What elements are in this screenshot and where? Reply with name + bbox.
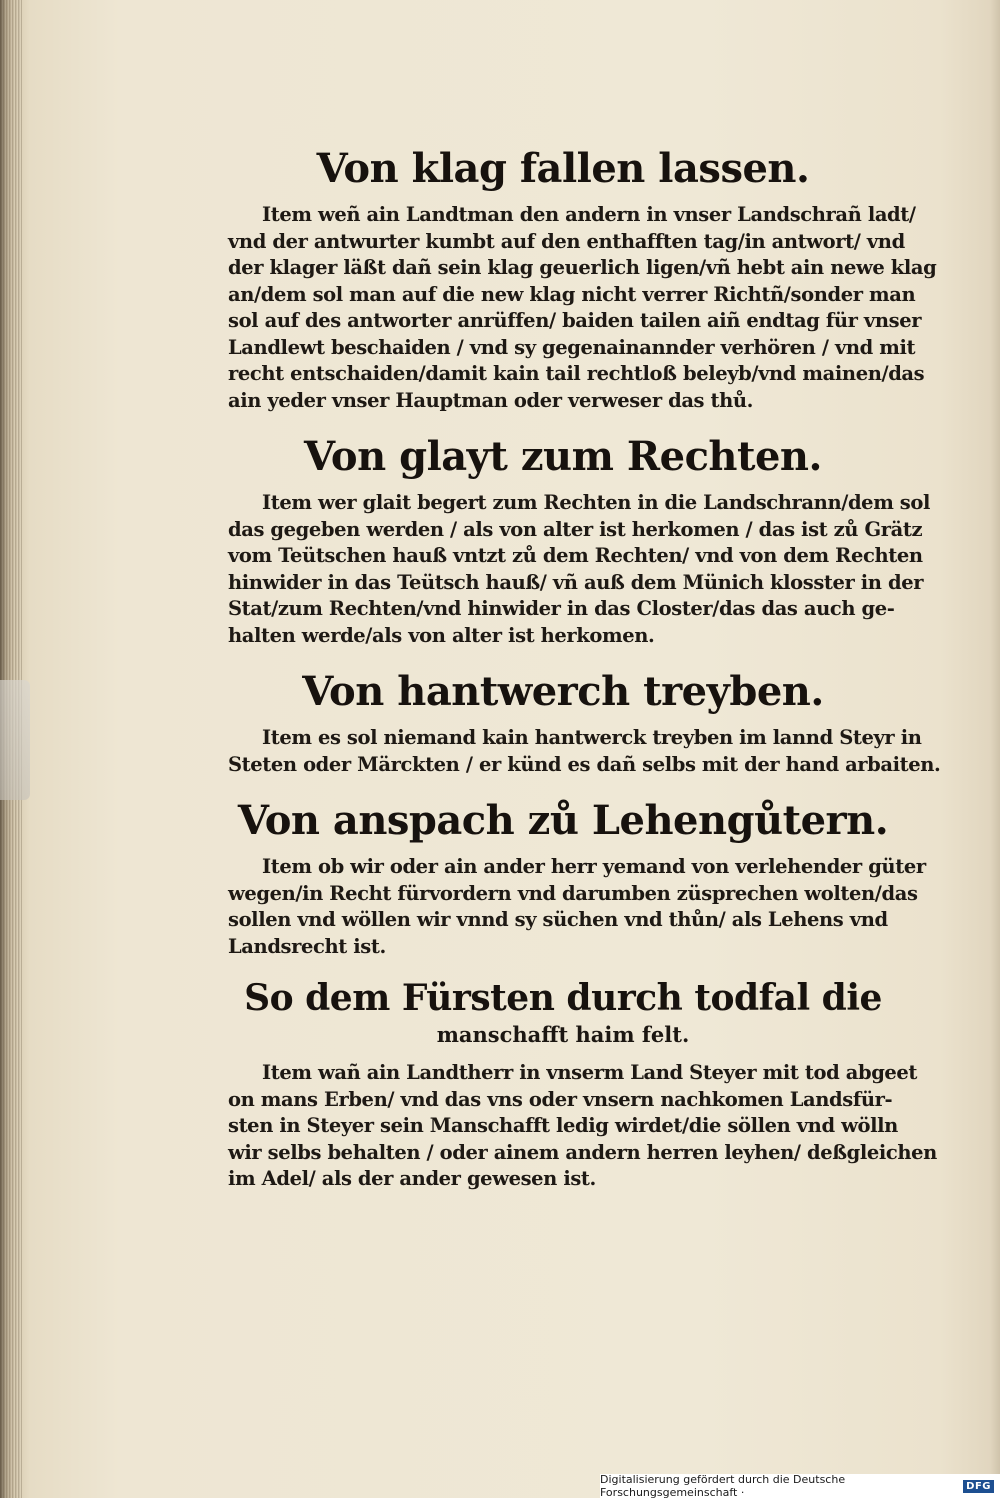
- dfg-logo: DFG: [963, 1480, 994, 1493]
- text-line: vnd der antwurter kumbt auf den enthafften tag/in antwort/ vnd: [228, 229, 905, 253]
- section-heading: Von klag fallen lassen.: [316, 145, 810, 192]
- text-line: im Adel/ als der ander gewesen ist.: [228, 1167, 596, 1190]
- section-heading: Von anspach zů Lehengůtern.: [237, 797, 889, 844]
- text-line: Stat/zum Rechten/vnd hinwider in das Closter/das das auch ge-: [228, 597, 895, 620]
- text-line: Item weñ ain Landtman den andern in vnser Landschrañ ladt/: [262, 203, 916, 226]
- credit-text: Digitalisierung gefördert durch die Deutsche Forschungsgemeinschaft ·: [600, 1473, 846, 1498]
- section-paragraph: [228, 1060, 937, 1193]
- text-line: sten in Steyer sein Manschafft ledig wirdet/die söllen vnd wölln: [228, 1114, 898, 1137]
- text-line: hinwider in das Teütsch hauß/ vñ auß dem Münich klosster in der: [228, 570, 924, 594]
- section-paragraph: [228, 490, 931, 649]
- section-paragraph: [228, 725, 941, 778]
- text-line: an/dem sol man auf die new klag nicht verrer Richtñ/sonder man: [228, 282, 916, 306]
- section-heading: Von glayt zum Rechten.: [304, 433, 822, 480]
- text-line: der klager läßt dañ sein klag geuerlich ligen/vñ hebt ain newe klag: [228, 256, 937, 279]
- text-line: on mans Erben/ vnd das vns oder vnsern nachkomen Landsfür-: [228, 1087, 893, 1111]
- text-line: Item wañ ain Landtherr in vnserm Land Steyer mit tod abgeet: [262, 1061, 918, 1084]
- text-line: Item es sol niemand kain hantwerck treyben im lannd Steyr in: [262, 726, 922, 749]
- text-line: vom Teütschen hauß vntzt zů dem Rechten/ vnd von dem Rechten: [228, 544, 923, 567]
- text-line: Item ob wir oder ain ander herr yemand von verlehender güter: [262, 855, 926, 878]
- text-line: das gegeben werden / als von alter ist herkomen / das ist zů Grätz: [228, 517, 923, 541]
- text-line: sollen vnd wöllen wir vnnd sy süchen vnd thůn/ als Lehens vnd: [228, 908, 888, 931]
- section-paragraph: [228, 202, 937, 414]
- section-heading: So dem Fürsten durch todfal die: [244, 977, 882, 1019]
- text-line: sol auf des antworter anrüffen/ baiden tailen aiñ endtag für vnser: [228, 309, 922, 332]
- text-line: wegen/in Recht fürvordern vnd darumben züsprechen wolten/das: [228, 881, 918, 905]
- text-line: Landlewt beschaiden / vnd sy gegenainannder verhören / vnd mit: [228, 335, 916, 359]
- section-paragraph: [228, 854, 926, 960]
- section-subheading: manschafft haim felt.: [436, 1022, 690, 1047]
- text-line: recht entschaiden/damit kain tail rechtloß beleyb/vnd mainen/das: [228, 362, 925, 385]
- text-line: Item wer glait begert zum Rechten in die Landschrann/dem sol: [262, 491, 931, 514]
- section-heading: Von hantwerch treyben.: [302, 668, 824, 715]
- text-line: Landsrecht ist.: [228, 934, 386, 958]
- text-line: wir selbs behalten / oder ainem andern herren leyhen/ deßgleichen: [228, 1140, 937, 1164]
- digitization-credit: [600, 1474, 1000, 1498]
- text-line: Steten oder Märckten / er künd es dañ selbs mit der hand arbaiten.: [228, 752, 941, 776]
- binding-tab: [0, 680, 30, 800]
- text-line: ain yeder vnser Hauptman oder verweser das thů.: [228, 388, 754, 412]
- text-line: halten werde/als von alter ist herkomen.: [228, 623, 655, 647]
- page-text: [228, 140, 941, 1207]
